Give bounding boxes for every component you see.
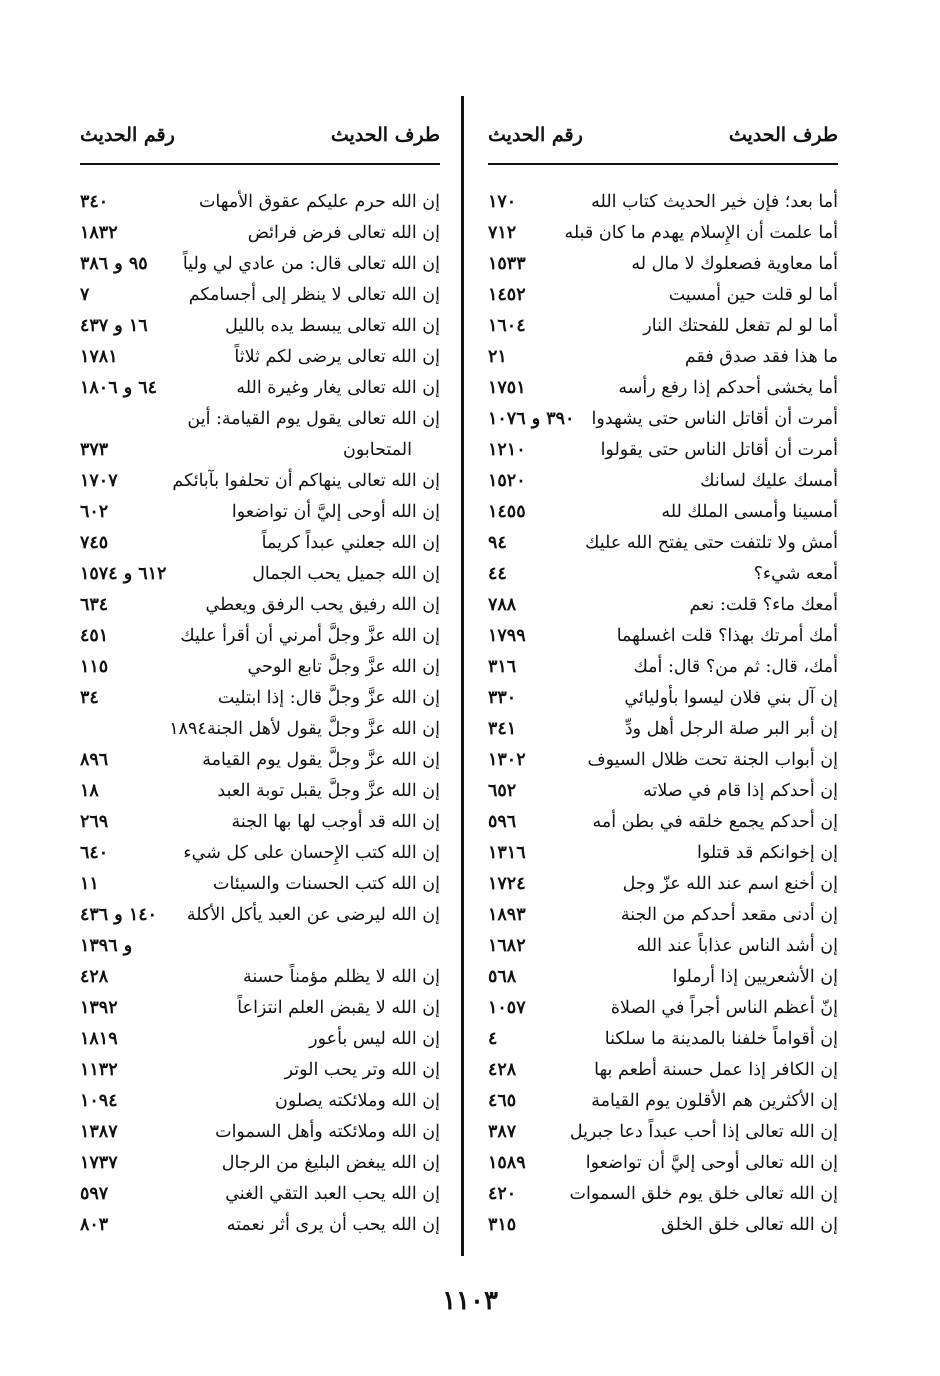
hadith-incipit: إن الله تعالى يقول يوم القيامة: أين	[187, 409, 440, 429]
index-entry	[80, 342, 440, 373]
hadith-incipit: أمرت أن أقاتل الناس حتى يقولوا	[600, 440, 838, 460]
hadith-incipit: إن الله أوحى إليَّ أن تواضعوا	[231, 502, 440, 522]
hadith-incipit: إن آل بني فلان ليسوا بأوليائي	[624, 688, 838, 708]
hadith-incipit: إن أخنع اسم عند الله عزّ وجل	[622, 874, 838, 894]
hadith-number: ٣٧٣	[80, 440, 109, 460]
hadith-number: ٤٢٠	[488, 1184, 517, 1204]
index-entry	[488, 404, 838, 435]
hadith-number: ٧٨٨	[488, 595, 517, 615]
index-entry	[488, 1179, 838, 1210]
header-number-label: رقم الحديث	[80, 124, 175, 146]
hadith-incipit: إن أشد الناس عذاباً عند الله	[636, 936, 838, 956]
page-number: ١١٠٣	[442, 1286, 498, 1316]
index-entry	[80, 807, 440, 838]
hadith-number: ٦٠٢	[80, 502, 109, 522]
hadith-incipit: إن الله تعالى أوحى إليَّ أن تواضعوا	[585, 1153, 838, 1173]
hadith-incipit: إن أبر البر صلة الرجل أهل ودِّ	[624, 719, 838, 739]
hadith-incipit: إن الله عزَّ وجلَّ يقول لأهل الجنة١٨٩٤	[169, 719, 440, 739]
hadith-number: ٥٩٦	[488, 812, 517, 832]
index-entry	[80, 280, 440, 311]
hadith-number: ٧٤٥	[80, 533, 109, 553]
index-entry	[488, 962, 838, 993]
hadith-incipit: أمسينا وأمسى الملك لله	[661, 502, 838, 522]
hadith-incipit: أمعه شيء؟	[753, 564, 838, 584]
hadith-incipit: أما معاوية فصعلوك لا مال له	[631, 254, 838, 274]
index-entry	[488, 621, 838, 652]
hadith-number: ٦٣٤	[80, 595, 109, 615]
hadith-number: ٧	[80, 285, 90, 305]
hadith-number: ٤٦٥	[488, 1091, 517, 1111]
hadith-incipit: أمش ولا تلتفت حتى يفتح الله عليك	[585, 533, 838, 553]
hadith-incipit: إن الله عزَّ وجلَّ تابع الوحي	[247, 657, 440, 677]
header-rule	[80, 163, 440, 165]
index-entry	[488, 1086, 838, 1117]
hadith-number: ٦٤٠	[80, 843, 109, 863]
hadith-number: ٢٦٩	[80, 812, 109, 832]
hadith-number: ٥٩٧	[80, 1184, 109, 1204]
hadith-incipit: إن الله وملائكته يصلون	[275, 1091, 440, 1111]
header-hadith-label: طرف الحديث	[330, 124, 440, 146]
hadith-incipit: أمك، قال: ثم من؟ قال: أمك	[633, 657, 838, 677]
hadith-number: ١٧٢٤	[488, 874, 526, 894]
index-entry	[488, 249, 838, 280]
index-entry	[80, 466, 440, 497]
hadith-incipit: إن الله كتب الحسنات والسيئات	[213, 874, 440, 894]
index-entry	[488, 342, 838, 373]
hadith-number: ١٧٩٩	[488, 626, 526, 646]
index-entry	[488, 1117, 838, 1148]
index-entry	[488, 900, 838, 931]
index-entry	[488, 993, 838, 1024]
index-rows	[488, 187, 838, 1241]
hadith-incipit: إن الله جعلني عبداً كريماً	[261, 533, 440, 553]
index-rows	[80, 187, 440, 1241]
hadith-number: ٣٣٠	[488, 688, 517, 708]
column-header	[80, 124, 440, 156]
index-entry	[80, 559, 440, 590]
hadith-incipit: إن الله تعالى لا ينظر إلى أجسامكم	[188, 285, 440, 305]
index-entry	[488, 187, 838, 218]
hadith-number: ١٣١٦	[488, 843, 526, 863]
index-entry	[80, 1055, 440, 1086]
hadith-number: ٤٥١	[80, 626, 109, 646]
index-entry	[80, 1179, 440, 1210]
index-entry	[488, 683, 838, 714]
hadith-incipit: إن الله عزَّ وجلَّ أمرني أن أقرأ عليك	[180, 626, 440, 646]
hadith-number: ٤٤	[488, 564, 507, 584]
index-entry	[80, 187, 440, 218]
hadith-incipit: إن الله عزَّ وجلَّ يقبل توبة العبد	[217, 781, 440, 801]
index-entry	[488, 1055, 838, 1086]
index-entry	[488, 590, 838, 621]
index-entry	[80, 838, 440, 869]
hadith-number: ١٧٨١	[80, 347, 118, 367]
hadith-incipit: إن الله حرم عليكم عقوق الأمهات	[198, 192, 440, 212]
hadith-incipit: إن الله تعالى إذا أحب عبداً دعا جبريل	[569, 1122, 838, 1142]
hadith-incipit: إن الله يحب أن يرى أثر نعمته	[226, 1215, 440, 1235]
hadith-number: ١٨	[80, 781, 99, 801]
hadith-number: ١١٣٢	[80, 1060, 118, 1080]
hadith-number: ١٢١٠	[488, 440, 526, 460]
index-entry	[488, 1024, 838, 1055]
hadith-number: ١٦٨٢	[488, 936, 526, 956]
hadith-incipit: إن الله لا يقبض العلم انتزاعاً	[237, 998, 440, 1018]
hadith-incipit: إن أحدكم يجمع خلقه في بطن أمه	[592, 812, 838, 832]
hadith-incipit: إن الله جميل يحب الجمال	[252, 564, 440, 584]
hadith-incipit: أمعك ماء؟ قلت: نعم	[689, 595, 838, 615]
hadith-incipit: إن أدنى مقعد أحدكم من الجنة	[620, 905, 838, 925]
hadith-number: ١٣٠٢	[488, 750, 526, 770]
hadith-number: ٦٤ و ١٨٠٦	[80, 378, 158, 398]
hadith-number: ١٧٠٧	[80, 471, 118, 491]
hadith-incipit: إن الله وملائكته وأهل السموات	[215, 1122, 440, 1142]
hadith-incipit: إن الله يبغض البليغ من الرجال	[221, 1153, 440, 1173]
index-entry	[488, 435, 838, 466]
hadith-number: ٧١٢	[488, 223, 517, 243]
hadith-incipit: إن الله تعالى يبسط يده بالليل	[225, 316, 440, 336]
index-entry	[488, 466, 838, 497]
hadith-incipit: إن الله تعالى فرض فرائض	[247, 223, 440, 243]
index-entry	[488, 218, 838, 249]
hadith-number: ٣٩٠ و ١٠٧٦	[488, 409, 575, 429]
index-entry	[80, 993, 440, 1024]
index-entry	[488, 311, 838, 342]
hadith-incipit: إن الله عزَّ وجلَّ قال: إذا ابتليت	[217, 688, 440, 708]
hadith-incipit: أما لو لم تفعل للفحتك النار	[643, 316, 838, 336]
hadith-incipit: إن الله تعالى يغار وغيرة الله	[236, 378, 440, 398]
hadith-incipit: أما بعد؛ فإن خير الحديث كتاب الله	[591, 192, 838, 212]
header-rule	[488, 163, 838, 165]
hadith-number: ١٠٩٤	[80, 1091, 118, 1111]
hadith-incipit: إن الأشعريين إذا أرملوا	[672, 967, 838, 987]
hadith-number: ٦٥٢	[488, 781, 517, 801]
index-entry	[488, 559, 838, 590]
hadith-incipit: إن الله تعالى ينهاكم أن تحلفوا بآبائكم	[172, 471, 440, 491]
hadith-incipit: إن الله يحب العبد التقي الغني	[225, 1184, 440, 1204]
index-entry	[80, 1024, 440, 1055]
hadith-incipit: المتحابون	[343, 440, 412, 460]
hadith-number: ١٨١٩	[80, 1029, 118, 1049]
hadith-number: ٣١٥	[488, 1215, 517, 1235]
hadith-incipit: إن أبواب الجنة تحت ظلال السيوف	[587, 750, 838, 770]
index-entry	[80, 714, 440, 745]
index-entry	[80, 311, 440, 342]
hadith-incipit: إن الله ليرضى عن العبد يأكل الأكلة	[186, 905, 440, 925]
hadith-number: ١٨٩٣	[488, 905, 526, 925]
hadith-number: ٣٨٧	[488, 1122, 517, 1142]
hadith-number: ٤٢٨	[80, 967, 109, 987]
index-entry	[488, 1210, 838, 1241]
index-entry	[488, 838, 838, 869]
index-entry	[488, 714, 838, 745]
hadith-number: ١١	[80, 874, 99, 894]
hadith-number: ١٣٨٧	[80, 1122, 118, 1142]
hadith-incipit: ما هذا فقد صدق فقم	[684, 347, 838, 367]
index-entry	[80, 1117, 440, 1148]
hadith-number: ٩٤	[488, 533, 507, 553]
index-entry	[80, 869, 440, 900]
index-entry	[488, 745, 838, 776]
hadith-incipit: إن الله وتر يحب الوتر	[284, 1060, 440, 1080]
hadith-incipit: إن أحدكم إذا قام في صلاته	[643, 781, 838, 801]
index-entry	[80, 745, 440, 776]
hadith-incipit: إن الله تعالى خلق الخلق	[661, 1215, 838, 1235]
hadith-number: ٣٤٠	[80, 192, 109, 212]
index-entry	[80, 435, 440, 466]
index-entry	[80, 218, 440, 249]
hadith-number: ١٥٨٩	[488, 1153, 526, 1173]
hadith-incipit: أمسك عليك لسانك	[700, 471, 838, 491]
hadith-incipit: إن إخوانكم قد قتلوا	[696, 843, 838, 863]
hadith-number: ٣١٦	[488, 657, 517, 677]
hadith-number: ١٥٢٠	[488, 471, 526, 491]
index-entry	[488, 807, 838, 838]
hadith-incipit: إنّ أعظم الناس أجراً في الصلاة	[610, 998, 838, 1018]
hadith-number: ١٤٥٥	[488, 502, 526, 522]
index-entry	[488, 931, 838, 962]
index-entry	[488, 869, 838, 900]
hadith-incipit: أمرت أن أقاتل الناس حتى يشهدوا	[591, 409, 838, 429]
hadith-incipit: إن الأكثرين هم الأقلون يوم القيامة	[591, 1091, 838, 1111]
hadith-number: ١٦ و ٤٣٧	[80, 316, 148, 336]
hadith-number: ٣٤١	[488, 719, 517, 739]
index-entry	[80, 621, 440, 652]
hadith-number: ٦١٢ و ١٥٧٤	[80, 564, 167, 584]
hadith-incipit: إن الله قد أوجب لها بها الجنة	[231, 812, 440, 832]
hadith-number: ٤	[488, 1029, 498, 1049]
hadith-incipit: أما علمت أن الإِسلام يهدم ما كان قبله	[564, 223, 838, 243]
hadith-number: ٣٤	[80, 688, 99, 708]
index-entry	[80, 652, 440, 683]
column-divider	[461, 96, 464, 1256]
hadith-incipit: إن الله تعالى قال: من عادي لي ولياً	[182, 254, 440, 274]
hadith-number: ١١٥	[80, 657, 109, 677]
hadith-incipit: إن الله رفيق يحب الرفق ويعطي	[205, 595, 440, 615]
index-entry	[80, 931, 440, 962]
hadith-number: ١٧٥١	[488, 378, 526, 398]
hadith-number: ١٨٣٢	[80, 223, 118, 243]
hadith-incipit: أمك أمرتك بهذا؟ قلت اغسلهما	[616, 626, 838, 646]
hadith-number: ٢١	[488, 347, 507, 367]
column-header	[488, 124, 838, 156]
index-entry	[80, 1086, 440, 1117]
hadith-number: ١٤٠ و ٤٣٦	[80, 905, 158, 925]
index-entry	[80, 497, 440, 528]
hadith-number: ١٧٠	[488, 192, 517, 212]
hadith-incipit: إن الكافر إذا عمل حسنة أطعم بها	[594, 1060, 838, 1080]
index-entry	[80, 1210, 440, 1241]
index-entry	[80, 590, 440, 621]
index-entry	[488, 497, 838, 528]
hadith-incipit: إن الله تعالى خلق يوم خلق السموات	[569, 1184, 838, 1204]
hadith-number: ٤٢٨	[488, 1060, 517, 1080]
header-number-label: رقم الحديث	[488, 124, 583, 146]
index-entry	[80, 249, 440, 280]
hadith-incipit: أما يخشى أحدكم إذا رفع رأسه	[618, 378, 838, 398]
index-entry	[80, 528, 440, 559]
hadith-number: ١٠٥٧	[488, 998, 526, 1018]
index-entry	[80, 900, 440, 931]
hadith-incipit: إن الله تعالى يرضى لكم ثلاثاً	[234, 347, 440, 367]
index-entry	[80, 962, 440, 993]
index-entry	[80, 776, 440, 807]
hadith-incipit: أما لو قلت حين أمسيت	[668, 285, 838, 305]
index-entry	[80, 373, 440, 404]
index-entry	[80, 404, 440, 435]
hadith-number: ٨٠٣	[80, 1215, 109, 1235]
hadith-number: ١٧٣٧	[80, 1153, 118, 1173]
hadith-number: ١٦٠٤	[488, 316, 526, 336]
hadith-incipit: إن الله عزَّ وجلَّ يقول يوم القيامة	[202, 750, 440, 770]
index-entry	[488, 280, 838, 311]
index-entry	[488, 1148, 838, 1179]
hadith-number: ١٣٩٢	[80, 998, 118, 1018]
hadith-incipit: إن الله ليس بأعور	[309, 1029, 440, 1049]
index-entry	[488, 373, 838, 404]
hadith-number: ٩٥ و ٣٨٦	[80, 254, 148, 274]
hadith-incipit: إن الله كتب الإِحسان على كل شيء	[183, 843, 440, 863]
hadith-incipit: إن الله لا يظلم مؤمناً حسنة	[242, 967, 440, 987]
index-entry	[80, 1148, 440, 1179]
hadith-number: و ١٣٩٦	[80, 936, 133, 956]
hadith-number: ٥٦٨	[488, 967, 517, 987]
hadith-number: ٨٩٦	[80, 750, 109, 770]
hadith-incipit: إن أقواماً خلفنا بالمدينة ما سلكنا	[604, 1029, 838, 1049]
hadith-number: ١٤٥٢	[488, 285, 526, 305]
index-entry	[488, 776, 838, 807]
index-entry	[488, 528, 838, 559]
index-entry	[80, 683, 440, 714]
index-entry	[488, 652, 838, 683]
header-hadith-label: طرف الحديث	[728, 124, 838, 146]
hadith-number: ١٥٣٣	[488, 254, 526, 274]
